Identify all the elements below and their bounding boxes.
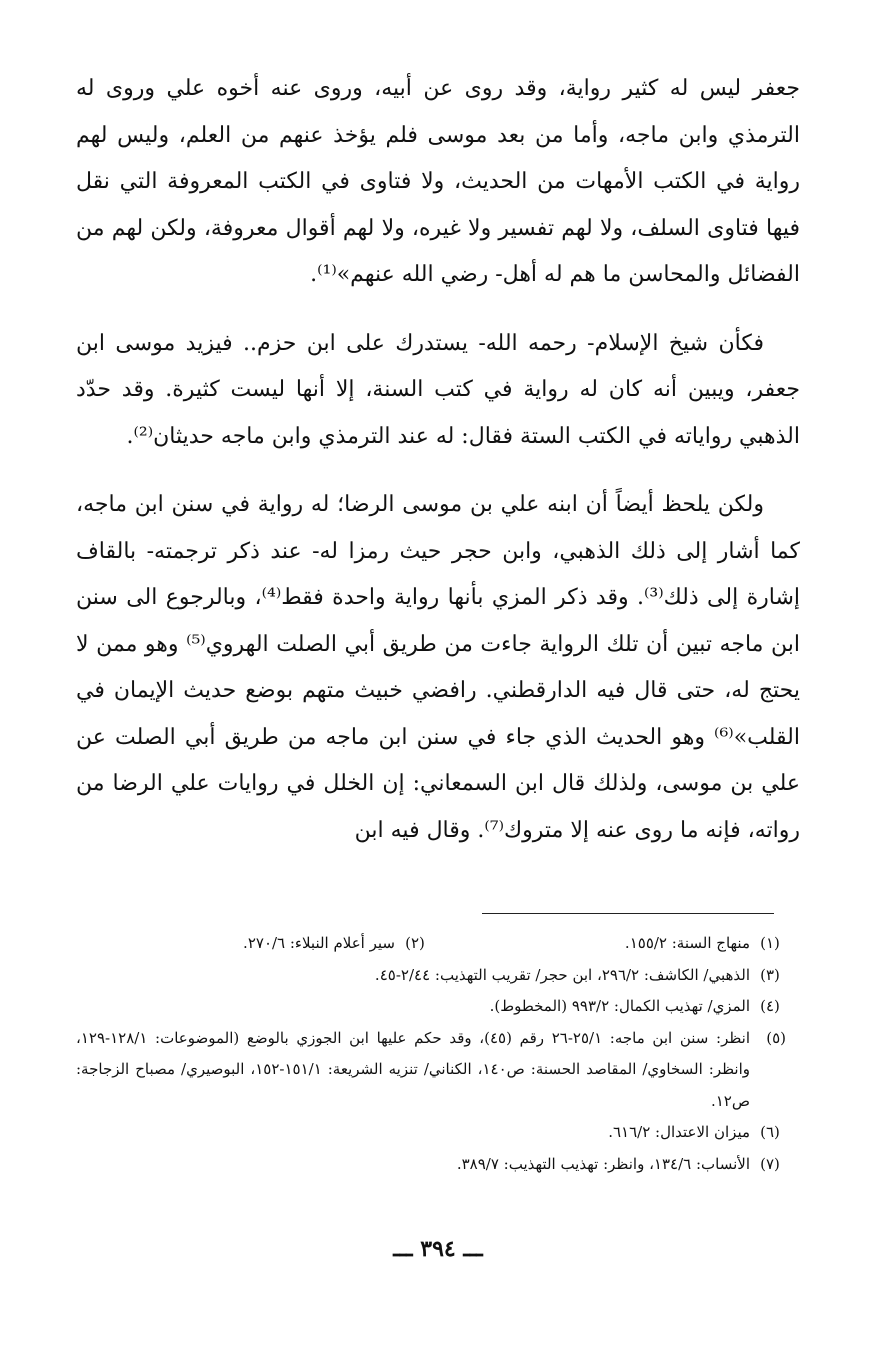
footnote-item <box>76 1023 786 1118</box>
footnote-text: منهاج السنة: ١٥٥/٢. <box>624 934 750 952</box>
footnote-number: (٣) <box>760 965 780 984</box>
footnote-text: الذهبي/ الكاشف: ٢٩٦/٢، ابن حجر/ تقريب التهذيب: ٢/٤٤-٤٥. <box>374 965 750 984</box>
page-number: ـــ ٣٩٤ ـــ <box>393 1236 483 1262</box>
paragraph: فكأن شيخ الإسلام- رحمه الله- يستدرك على ابن حزم.. فيزيد موسى ابن جعفر، ويبين أنه كان له رواية في كتب السنة، إلا أنها ليست كثيرة. وقد حدّد الذهبي رواياته في الكتب الستة فقال: له عند الترمذي وابن ماجه حديثان⁽²⁾. <box>76 330 800 449</box>
footnote-text: الأنساب: ١٣٤/٦، وانظر: تهذيب التهذيب: ٣٨٩/٧. <box>456 1154 750 1173</box>
footnote-text: سير أعلام النبلاء: ٢٧٠/٦. <box>243 934 395 952</box>
footnotes <box>76 928 786 1180</box>
footnote-number: (٧) <box>760 1154 780 1173</box>
paragraph: ولكن يلحظ أيضاً أن ابنه علي بن موسى الرضا؛ له رواية في سنن ابن ماجه، كما أشار إلى ذلك الذهبي، وابن حجر حيث رمزا له- عند ذكر ترجمته- بالقاف إشارة إلى ذلك⁽³⁾. وقد ذكر المزي بأنها رواية واحدة فقط⁽⁴⁾، وبالرجوع الى سنن ابن ماجه تبين أن تلك الرواية جاءت من طريق أبي الصلت الهروي⁽⁵⁾ وهو ممن لا يحتج له، حتى قال فيه الدارقطني. رافضي خبيث متهم بوضع حديث الإيمان في القلب»⁽⁶⁾ وهو الحديث الذي جاء في سنن ابن ماجه من طريق أبي الصلت عن علي بن موسى، ولذلك قال ابن السمعاني: إن الخلل في روايات علي الرضا من رواته، فإنه ما روى عنه إلا متروك⁽⁷⁾. وقال فيه ابن <box>76 492 800 843</box>
footnote-item <box>76 928 431 960</box>
footnote-number: (٢) <box>405 934 425 952</box>
footnote-row <box>76 928 786 960</box>
footnote-number: (٥) <box>766 1028 786 1047</box>
footnote-item <box>76 1149 786 1181</box>
paragraph: جعفر ليس له كثير رواية، وقد روى عن أبيه، وروى عنه أخوه علي وروى له الترمذي وابن ماجه، وأما من بعد موسى فلم يؤخذ عنهم من العلم، وليس لهم رواية في الكتب الأمهات من الحديث، ولا فتاوى في الكتب المعروفة التي نقل فيها فتاوى السلف، ولا لهم تفسير ولا غيره، ولا لهم أقوال معروفة، ولكن لهم من الفضائل والمحاسن ما هم له أهل- رضي الله عنهم»⁽¹⁾. <box>76 76 800 287</box>
footnote-number: (٦) <box>760 1123 780 1141</box>
footnote-item <box>76 1117 786 1149</box>
footnote-divider <box>482 913 774 914</box>
footnote-text: انظر: سنن ابن ماجه: ٢٥/١-٢٦ رقم (٤٥)، وقد حكم عليها ابن الجوزي بالوضع (الموضوعات: ١٢٨/١-١٢٩، وانظر: السخاوي/ المقاصد الحسنة: ص١٤٠، الكناني/ تنزيه الشريعة: ١٥١/١-١٥٢، البوصيري/ مصباح الزجاجة: ص١٢. <box>76 1028 751 1110</box>
footnote-number: (١) <box>760 934 780 952</box>
footnote-item <box>76 991 786 1023</box>
footnote-item <box>431 928 786 960</box>
footnote-text: المزي/ تهذيب الكمال: ٩٩٣/٢ (المخطوط). <box>489 997 750 1015</box>
main-text <box>76 66 800 854</box>
footnote-item <box>76 960 786 992</box>
footnote-text: ميزان الاعتدال: ٦١٦/٢. <box>608 1123 750 1141</box>
footnote-number: (٤) <box>760 997 780 1015</box>
